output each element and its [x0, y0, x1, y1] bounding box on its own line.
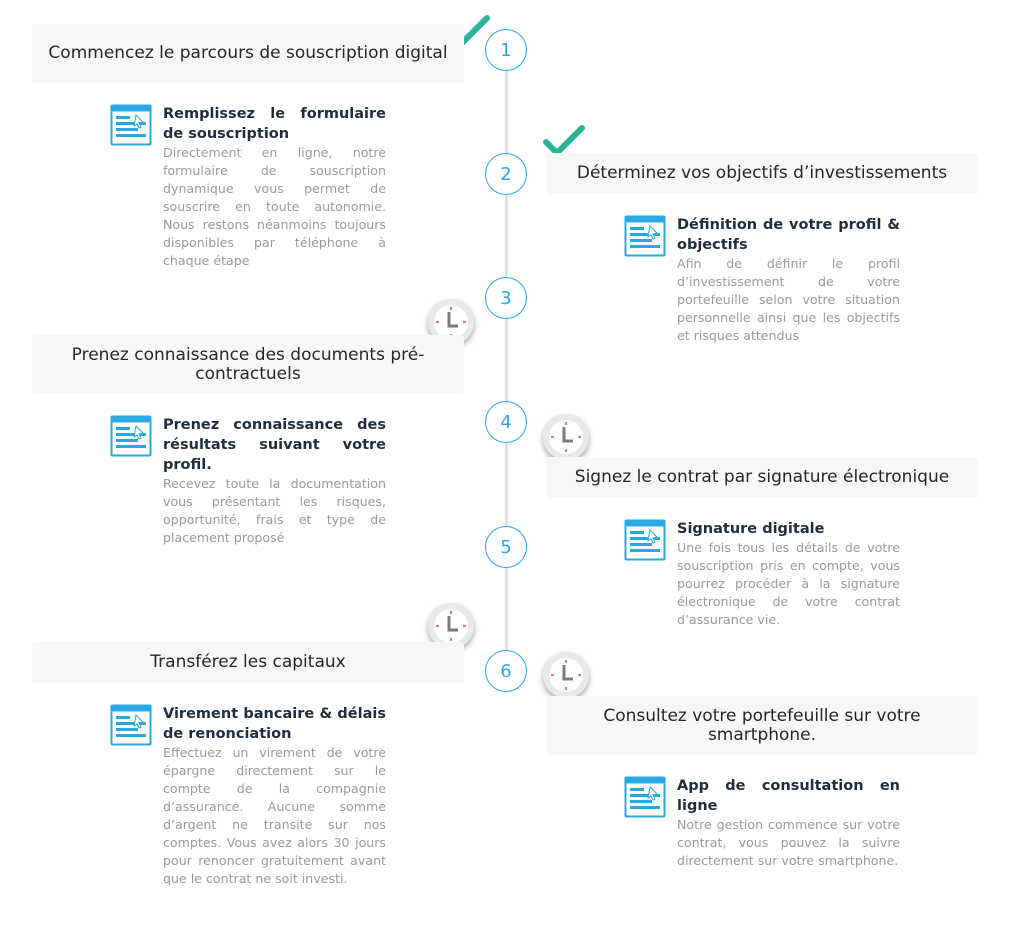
step-number-4: 4 — [485, 401, 527, 443]
document-form-icon — [624, 215, 666, 257]
step-number-5: 5 — [485, 526, 527, 568]
detail-description: Notre gestion commence sur votre contrat, vous pouvez la suivre directement sur votre smartphone. — [677, 817, 900, 868]
step-detail-4 — [624, 519, 914, 629]
detail-description: Effectuez un virement de votre épargne directement sur le compte de la compagnie d’assurance. Aucune somme d’argent ne transite sur nos comptes. Vous avez alors 30 jours pour renoncer gratuitement avant que le contrat ne soit investi. — [163, 745, 386, 886]
step-detail-3 — [110, 415, 400, 547]
clock-icon — [543, 414, 589, 460]
step-detail-2 — [624, 215, 914, 345]
detail-description: Une fois tous les détails de votre souscription pris en compte, vous pourrez procéder à la signature électronique de votre contrat d’assurance vie. — [677, 540, 900, 627]
step-number-3: 3 — [485, 277, 527, 319]
step-heading-2: Déterminez vos objectifs d’investissements — [546, 153, 978, 194]
detail-title: Virement bancaire & délais de renonciation — [163, 706, 386, 742]
detail-title: App de consultation en ligne — [677, 778, 900, 814]
step-heading-1: Commencez le parcours de souscription digital — [32, 24, 464, 83]
detail-title: Définition de votre profil & objectifs — [677, 217, 900, 253]
step-heading-3: Prenez connaissance des documents pré-contractuels — [32, 335, 464, 394]
step-detail-1 — [110, 104, 400, 270]
detail-description: Directement en ligne, notre formulaire de souscription dynamique vous permet de souscrire en toute autonomie. Nous restons néanmoins toujours disponibles par téléphone à chaque étape — [163, 145, 386, 268]
step-number-2: 2 — [485, 153, 527, 195]
detail-description: Recevez toute la documentation vous présentant les risques, opportunité, frais et type de placement proposé — [163, 476, 386, 545]
step-heading-4: Signez le contrat par signature électronique — [546, 457, 978, 498]
detail-title: Prenez connaissance des résultats suivant votre profil. — [163, 417, 386, 473]
clock-icon — [543, 652, 589, 698]
document-form-icon — [110, 104, 152, 146]
step-number-6: 6 — [485, 650, 527, 692]
document-form-icon — [624, 519, 666, 561]
detail-description: Afin de définir le profil d’investissement de votre portefeuille selon votre situation personnelle ainsi que les objectifs et risques attendus — [677, 256, 900, 343]
document-form-icon — [110, 415, 152, 457]
timeline-line — [505, 50, 508, 675]
step-detail-6 — [624, 776, 914, 870]
document-form-icon — [110, 704, 152, 746]
document-form-icon — [624, 776, 666, 818]
step-detail-5 — [110, 704, 400, 888]
detail-title: Remplissez le formulaire de souscription — [163, 106, 386, 142]
step-number-1: 1 — [485, 29, 527, 71]
detail-title: Signature digitale — [677, 521, 825, 537]
step-heading-5: Transférez les capitaux — [32, 642, 464, 683]
step-heading-6: Consultez votre portefeuille sur votre smartphone. — [546, 696, 978, 755]
